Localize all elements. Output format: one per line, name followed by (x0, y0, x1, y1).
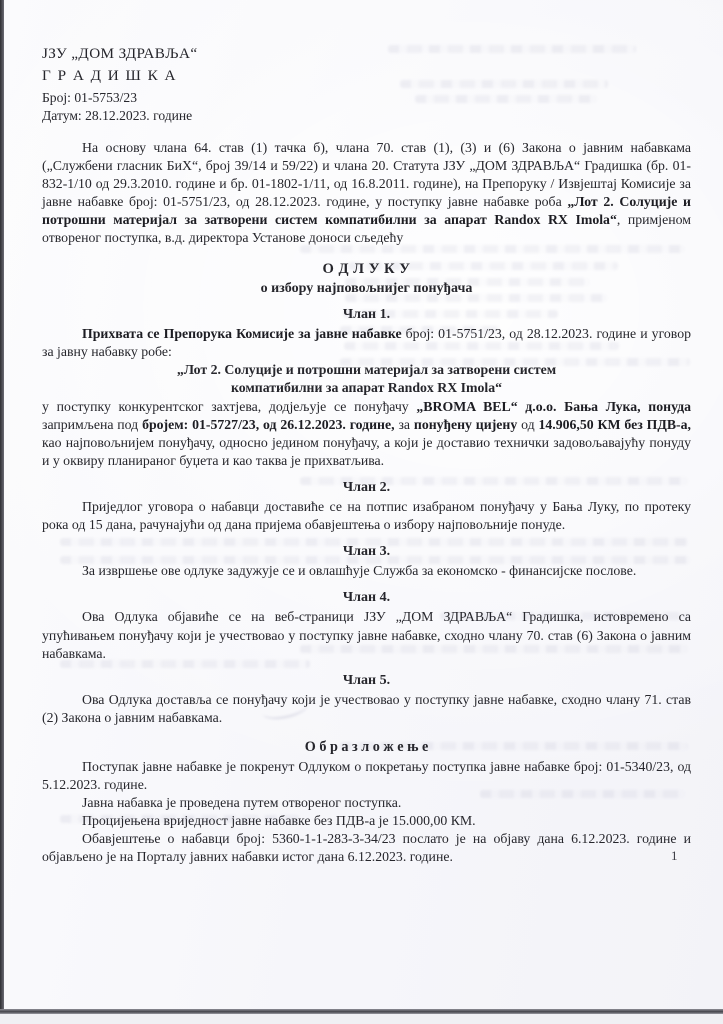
article-3-heading: Члан 3. (342, 544, 391, 560)
article-5 (42, 672, 691, 727)
lot-title-line-1: „Лот 2. Солуције и потрошни материјал за затворени систем (176, 361, 557, 377)
scan-left-edge (0, 0, 4, 1016)
article-1 (42, 306, 691, 471)
rationale-paragraph-2: Јавна набавка је проведена путем отвореног поступка. (82, 795, 402, 811)
article-1-heading: Члан 1. (342, 306, 391, 322)
rationale-paragraph-1: Поступак јавне набавке је покренут Одлуком о покретању поступка јавне набавке број: 01-5340/23, од 5.12.2023. године. (42, 758, 691, 792)
document-header (42, 44, 691, 124)
decision-title: О Д Л У К У (322, 260, 411, 277)
org-city: Г Р А Д И Ш К А (42, 67, 178, 84)
article-2-paragraph: Приједлог уговора о набавци доставиће се на потпис изабраном понуђачу у Бања Луку, по протеку рока од 15 дана, рачунајући од дана пријема обавјештења о избору најповољније понуде. (42, 499, 691, 533)
page-number: 1 (671, 848, 678, 863)
org-name: ЈЗУ „ДОМ ЗДРАВЉА“ (42, 45, 198, 62)
document-content (42, 44, 691, 866)
rationale-paragraph-4: Обавјештење о набавци број: 5360-1-1-283-3-34/23 послато је на објаву дана 6.12.2023. године и објављено је на Порталу јавних набавки истог дана 6.12.2023. године. (42, 831, 691, 865)
article-2-heading: Члан 2. (342, 480, 391, 496)
article-1-paragraph-2: у поступку конкурентског захтјева, додјељује се понуђачу „BROMA BEL“ д.о.о. Бања Лука, понуда запримљена под бројем: 01-5727/23, од 26.12.2023. године, за понуђену цијену од 14.906,50 КМ без ПДВ-а, као најповољнијем понуђачу, односно једином понуђачу, а који је доставио технички задовољавајућу понуду и у оквиру планираног буџета и као таква је прихватљива. (42, 398, 692, 469)
document-date: Датум: 28.12.2023. године (42, 108, 193, 123)
article-4-paragraph: Ова Одлука објавиће се на веб-страници ЈЗУ „ДОМ ЗДРАВЉА“ Градишка, истовремено са упућивањем понуђачу који је учествовао у поступку јавне набавке, сходно члану 70. став (6) Закона о јавним набавкама. (42, 609, 691, 661)
intro-paragraph: На основу члана 64. став (1) тачка б), члана 70. став (1), (3) и (6) Закона о јавним набавкама („Службени гласник БиХ“, број 39/14 и 59/22) и члана 20. Статута ЈЗУ „ДОМ ЗДРАВЉА“ Градишка (бр. 01-832-1/10 од 29.3.2010. године и бр. 01-1802-1/11, од 16.8.2011. године), на Препоруку / Извјештај Комисије за јавне набавке број: 01-5751/23, од 28.12.2023. године, у поступку јавне набавке роба „Лот 2. Солуције и потрошни материјал за затворени систем компатибилни за апарат Randox RX Imola“, примјеном отвореног поступка, в.д. директора Установе доноси сљедећу (42, 140, 691, 246)
article-5-paragraph: Ова Одлука доставља се понуђачу који је учествовао у поступку јавне набавке, сходно члану 71. став (2) Закона о јавним набавкама. (42, 691, 691, 725)
article-4 (42, 589, 691, 662)
scan-bottom-margin (0, 1014, 723, 1024)
article-4-heading: Члан 4. (342, 590, 391, 606)
rationale (42, 739, 691, 867)
article-5-heading: Члан 5. (342, 672, 391, 688)
rationale-heading: О б р а з л о ж е њ е (304, 738, 429, 755)
article-3-paragraph: За извршење ове одлуке задужује се и овлашћује Служба за економско - финансијске послове. (82, 563, 637, 579)
document-number: Број: 01-5753/23 (42, 90, 138, 105)
rationale-paragraph-3: Процијењена вриједност јавне набавке без ПДВ-а је 15.000,00 КМ. (82, 813, 476, 829)
article-1-paragraph: Прихвата се Препорука Комисије за јавне набавке број: 01-5751/23, од 28.12.2023. године и уговор за јавну набавку робе: (42, 325, 691, 359)
article-2 (42, 479, 691, 534)
article-3 (42, 543, 691, 580)
decision-subtitle: о избору најповољнијег понуђача (260, 280, 473, 296)
lot-title-line-2: компатибилни за апарат Randox RX Imola“ (230, 380, 503, 396)
